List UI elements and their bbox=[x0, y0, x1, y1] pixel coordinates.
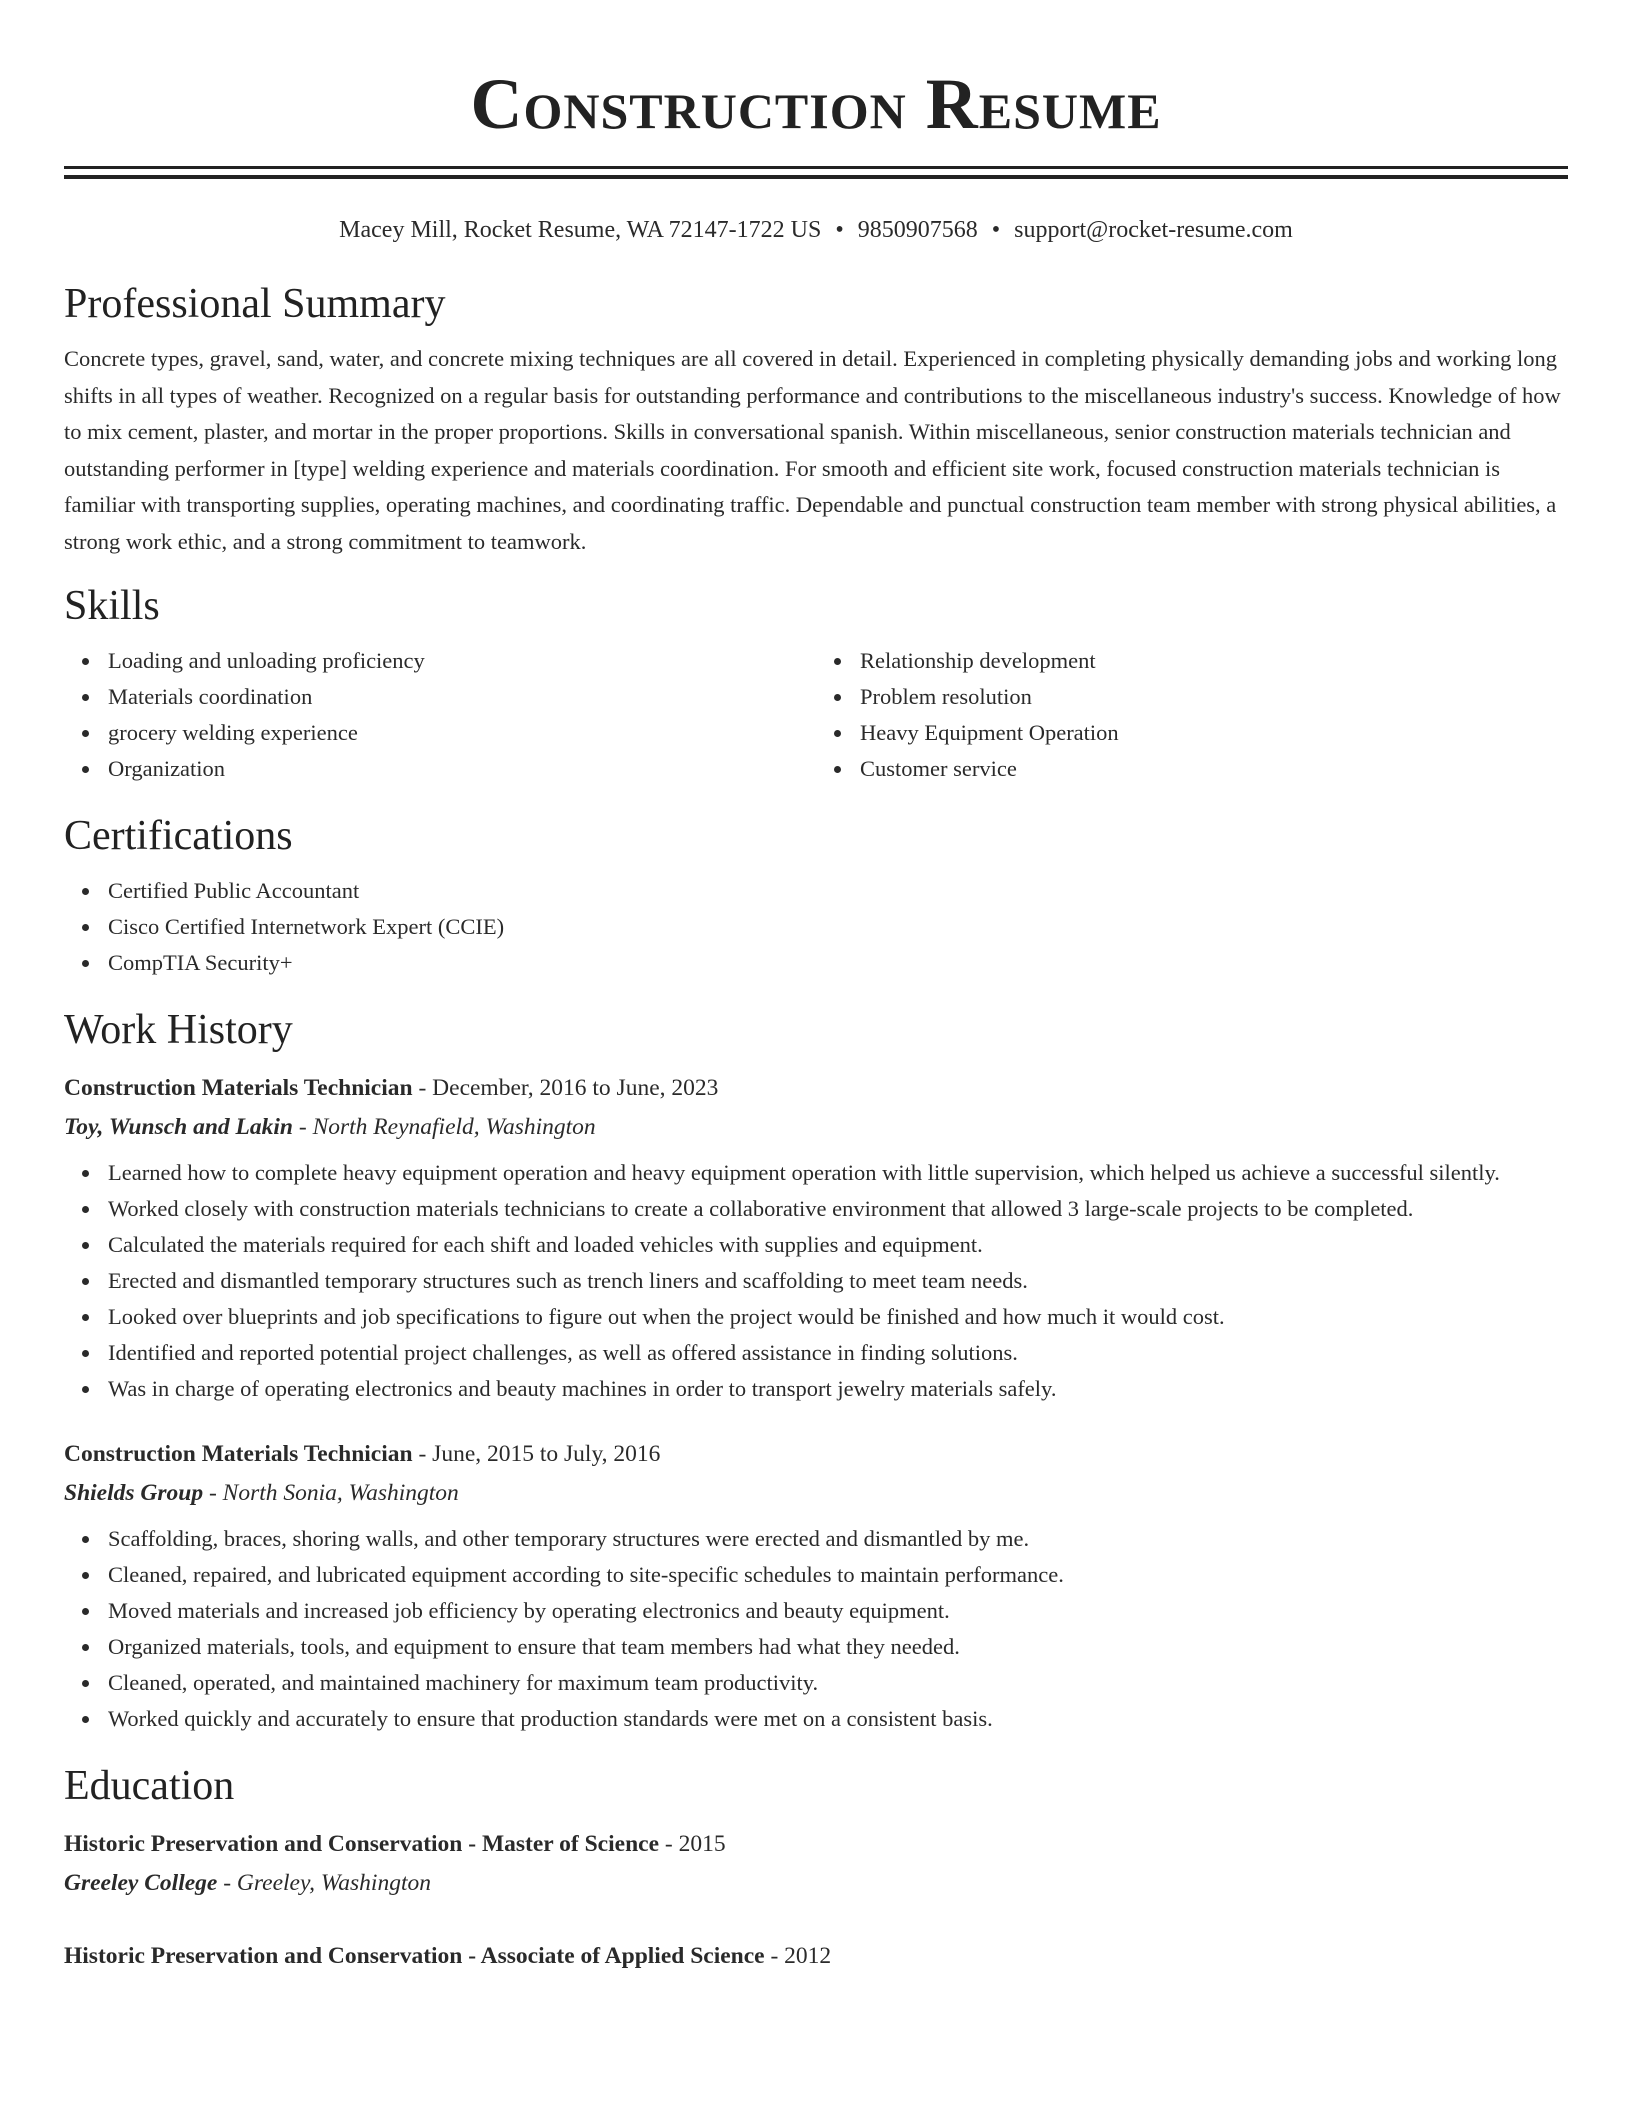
job-bullet: Was in charge of operating electronics and beauty machines in order to transport jewelry materials safely. bbox=[108, 1371, 1568, 1407]
contact-phone: 9850907568 bbox=[857, 217, 978, 243]
job-bullet: Calculated the materials required for each shift and loaded vehicles with supplies and equipment. bbox=[108, 1227, 1568, 1263]
certifications-section bbox=[64, 811, 1568, 981]
skills-list-left bbox=[64, 643, 816, 787]
education-year: - 2012 bbox=[764, 1942, 832, 1969]
job-company: Toy, Wunsch and Lakin bbox=[64, 1113, 293, 1140]
job-company-line bbox=[64, 1107, 1568, 1147]
certification-item: CompTIA Security+ bbox=[108, 945, 1568, 981]
education-school-line bbox=[64, 1863, 1568, 1903]
job-bullet: Organized materials, tools, and equipment to ensure that team members had what they needed. bbox=[108, 1629, 1568, 1665]
education-degree-line bbox=[64, 1937, 1568, 1975]
job-dates: - December, 2016 to June, 2023 bbox=[412, 1074, 719, 1101]
skills-heading: Skills bbox=[64, 582, 160, 629]
certifications-list bbox=[64, 873, 1568, 981]
job-bullet: Scaffolding, braces, shoring walls, and other temporary structures were erected and dismantled by me. bbox=[108, 1521, 1568, 1557]
job-entry bbox=[64, 1435, 1568, 1737]
certification-item: Certified Public Accountant bbox=[108, 873, 1568, 909]
skill-item: Heavy Equipment Operation bbox=[860, 715, 1568, 751]
job-title-line bbox=[64, 1069, 1568, 1107]
summary-text: Concrete types, gravel, sand, water, and concrete mixing techniques are all covered in detail. Experienced in completing physically demanding jobs and working long shifts in all types of weather. Recognized on a regular basis for outstanding performance and contributions to the miscellaneous industry's success. Knowledge of how to mix cement, plaster, and mortar in the proper proportions. Skills in conversational spanish. Within miscellaneous, senior construction materials technician and outstanding performer in [type] welding experience and materials coordination. For smooth and efficient site work, focused construction materials technician is familiar with transporting supplies, operating machines, and coordinating traffic. Dependable and punctual construction team member with strong physical abilities, a strong work ethic, and a strong commitment to teamwork. bbox=[64, 346, 1561, 554]
job-bullet: Erected and dismantled temporary structures such as trench liners and scaffolding to meet team needs. bbox=[108, 1263, 1568, 1299]
education-school: Greeley College bbox=[64, 1869, 218, 1896]
education-location: - Greeley, Washington bbox=[217, 1869, 431, 1896]
education-degree: Historic Preservation and Conservation - Associate of Applied Science bbox=[64, 1942, 765, 1969]
job-bullet: Looked over blueprints and job specifications to figure out when the project would be finished and how much it would cost. bbox=[108, 1299, 1568, 1335]
skills-columns bbox=[64, 643, 1568, 787]
education-year: - 2015 bbox=[659, 1830, 726, 1857]
education-entry bbox=[64, 1825, 1568, 1903]
job-company-line bbox=[64, 1473, 1568, 1513]
skill-item: Problem resolution bbox=[860, 679, 1568, 715]
job-title-line bbox=[64, 1435, 1568, 1473]
skill-item: Relationship development bbox=[860, 643, 1568, 679]
job-bullet: Cleaned, operated, and maintained machinery for maximum team productivity. bbox=[108, 1665, 1568, 1701]
title-divider-top bbox=[64, 166, 1568, 169]
work-history-heading: Work History bbox=[64, 1006, 293, 1053]
title-divider-bottom bbox=[64, 175, 1568, 179]
job-bullet: Identified and reported potential project challenges, as well as offered assistance in finding solutions. bbox=[108, 1335, 1568, 1371]
job-title: Construction Materials Technician bbox=[64, 1440, 413, 1467]
skills-section bbox=[64, 581, 1568, 787]
job-company: Shields Group bbox=[64, 1479, 204, 1506]
job-location: - North Sonia, Washington bbox=[203, 1479, 459, 1506]
work-history-section bbox=[64, 1005, 1568, 1737]
job-bullet: Learned how to complete heavy equipment operation and heavy equipment operation with little supervision, which helped us achieve a successful silently. bbox=[108, 1155, 1568, 1191]
education-entry bbox=[64, 1937, 1568, 1975]
skill-item: grocery welding experience bbox=[108, 715, 816, 751]
job-bullet: Worked quickly and accurately to ensure that production standards were met on a consistent basis. bbox=[108, 1701, 1568, 1737]
job-bullets bbox=[64, 1155, 1568, 1407]
job-title: Construction Materials Technician bbox=[64, 1074, 413, 1101]
job-bullets bbox=[64, 1521, 1568, 1737]
job-bullet: Worked closely with construction materials technicians to create a collaborative environment that allowed 3 large-scale projects to be completed. bbox=[108, 1191, 1568, 1227]
summary-heading: Professional Summary bbox=[64, 281, 446, 327]
skills-list-right bbox=[816, 643, 1568, 787]
skill-item: Customer service bbox=[860, 751, 1568, 787]
skill-item: Organization bbox=[108, 751, 816, 787]
education-degree-line bbox=[64, 1825, 1568, 1863]
contact-separator: • bbox=[835, 217, 844, 243]
job-bullet: Moved materials and increased job efficiency by operating electronics and beauty equipment. bbox=[108, 1593, 1568, 1629]
summary-section bbox=[64, 279, 1568, 561]
job-location: - North Reynafield, Washington bbox=[293, 1113, 596, 1140]
contact-separator: • bbox=[991, 217, 1001, 243]
skill-item: Loading and unloading proficiency bbox=[108, 643, 816, 679]
certifications-heading: Certifications bbox=[64, 812, 293, 859]
education-section bbox=[64, 1761, 1568, 1975]
education-degree: Historic Preservation and Conservation - Master of Science bbox=[64, 1830, 660, 1857]
job-entry bbox=[64, 1069, 1568, 1407]
education-heading: Education bbox=[64, 1762, 235, 1809]
job-bullet: Cleaned, repaired, and lubricated equipment according to site-specific schedules to maintain performance. bbox=[108, 1557, 1568, 1593]
certification-item: Cisco Certified Internetwork Expert (CCIE) bbox=[108, 909, 1568, 945]
contact-line bbox=[64, 215, 1568, 245]
skill-item: Materials coordination bbox=[108, 679, 816, 715]
job-dates: - June, 2015 to July, 2016 bbox=[412, 1440, 661, 1467]
contact-address: Macey Mill, Rocket Resume, WA 72147-1722 US bbox=[339, 217, 822, 243]
contact-email: support@rocket-resume.com bbox=[1014, 217, 1293, 243]
resume-title: Construction Resume bbox=[470, 64, 1162, 144]
